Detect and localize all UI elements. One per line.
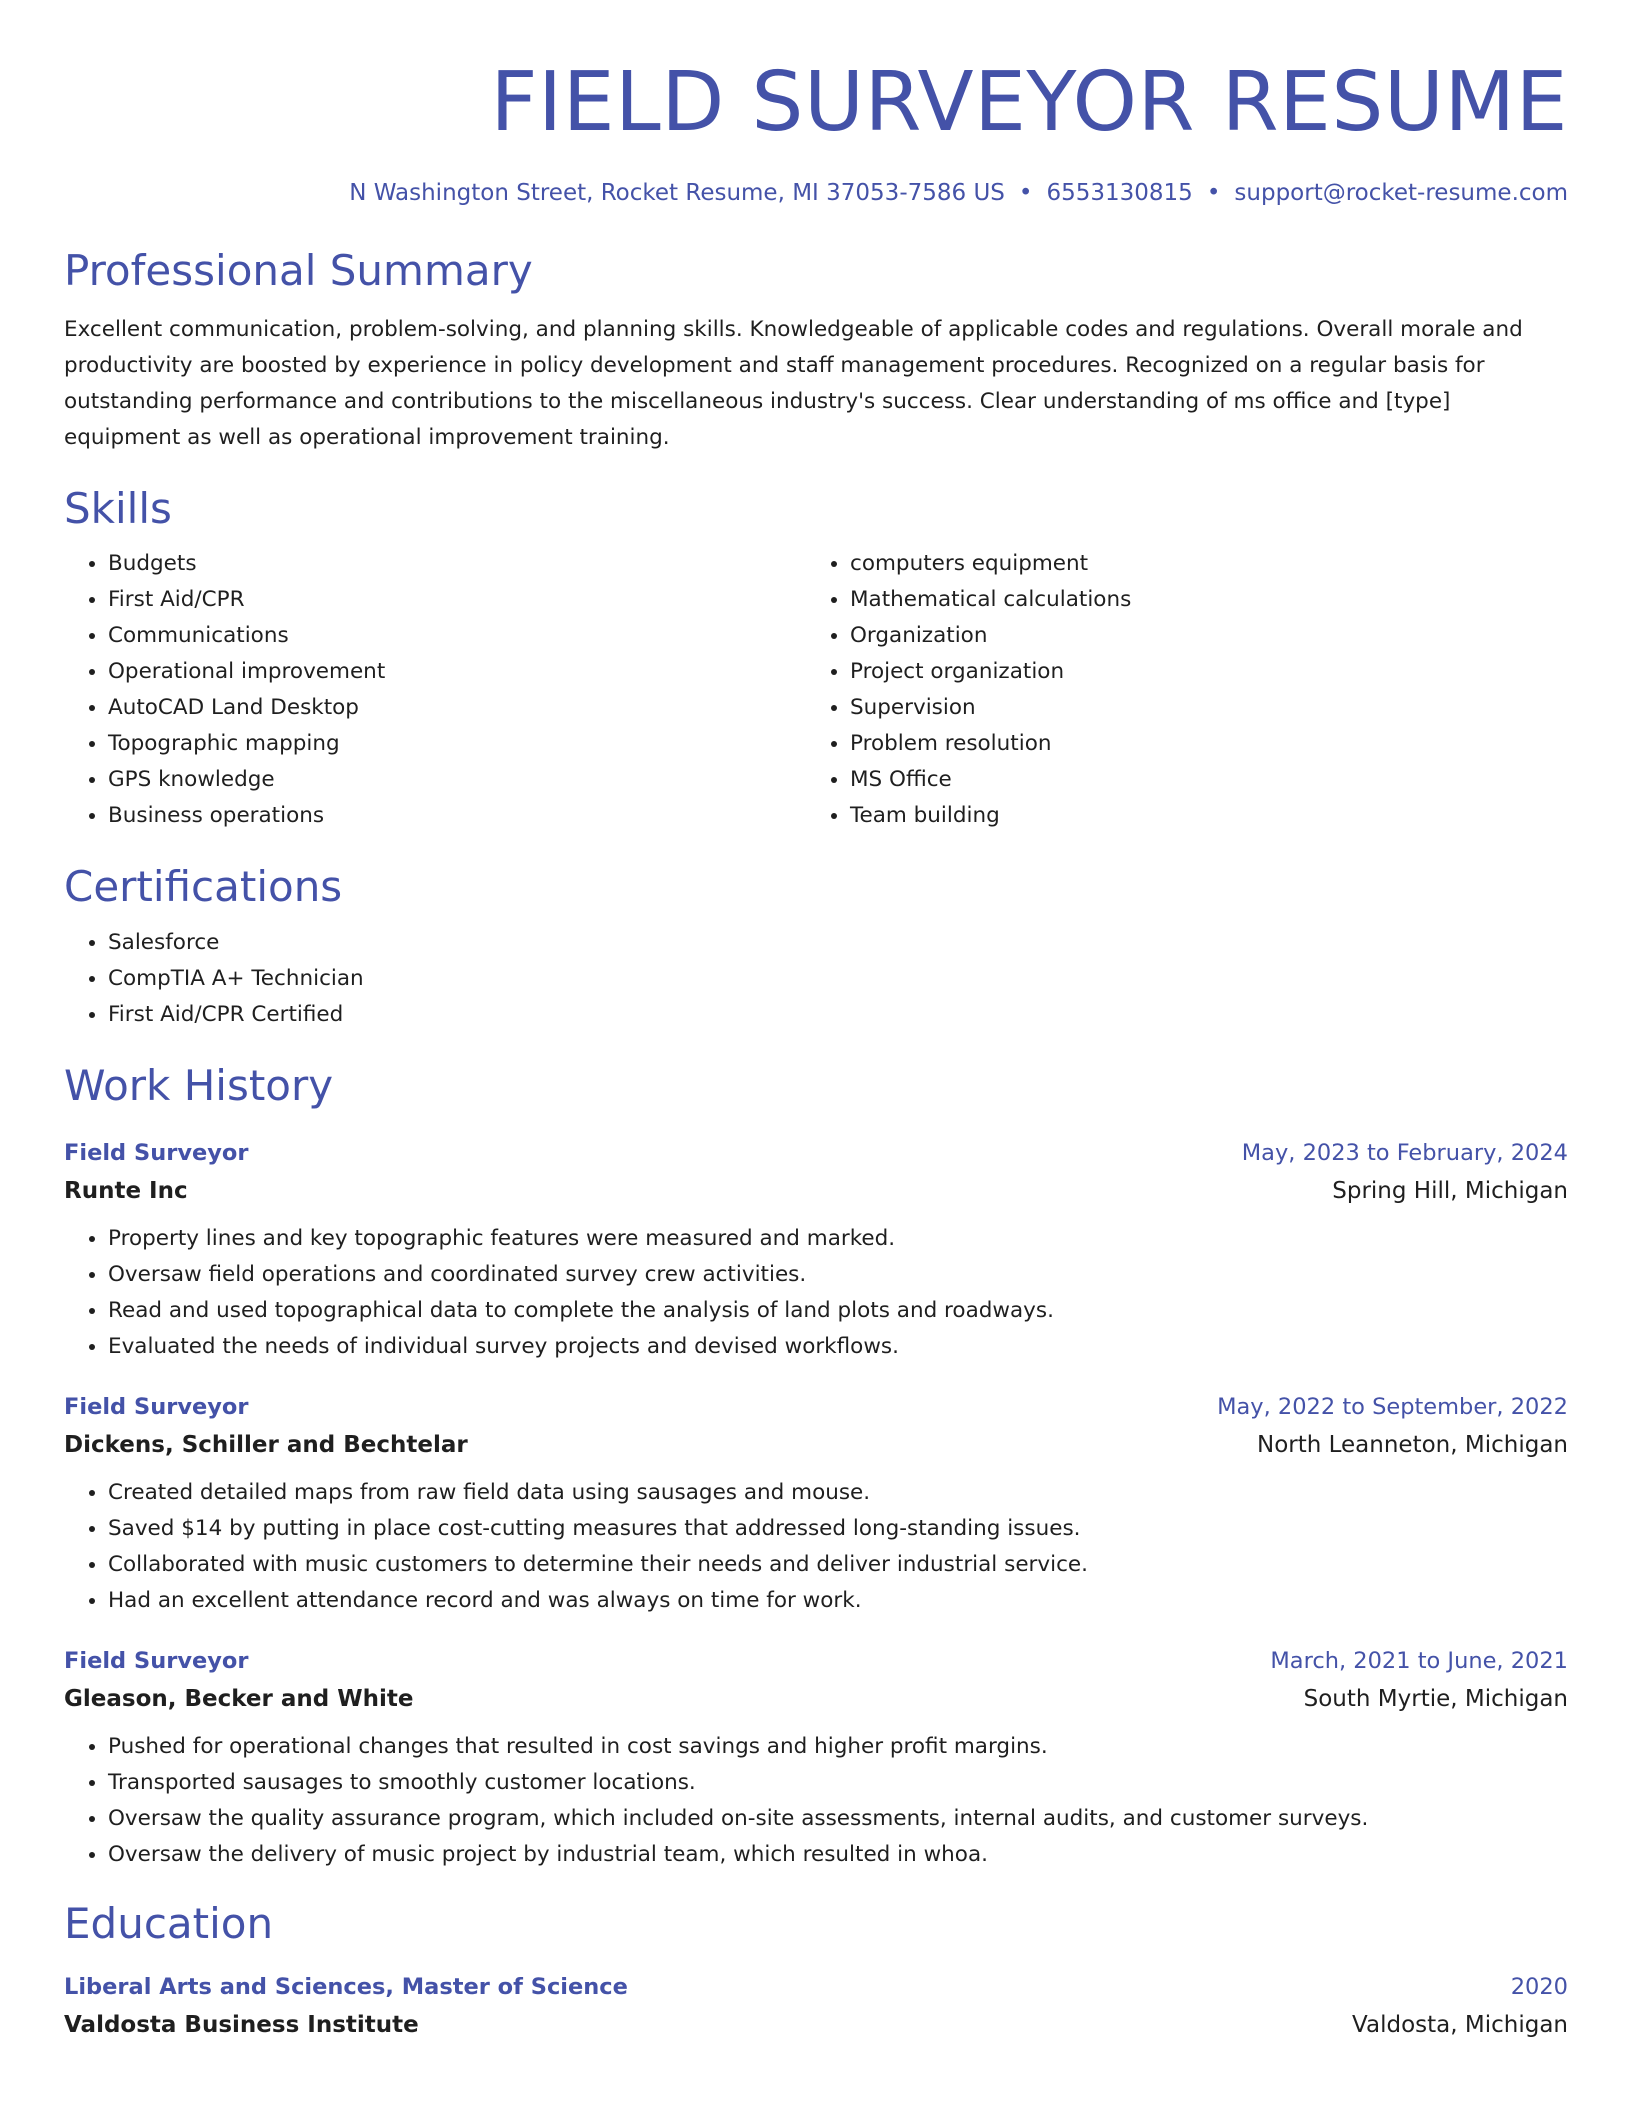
certification-item: • Salesforce	[108, 925, 1568, 961]
education-location: Valdosta, Michigan	[1352, 2011, 1568, 2038]
certification-item: • First Aid/CPR Certified	[108, 997, 1568, 1033]
skill-item: • GPS knowledge	[108, 762, 806, 798]
skills-columns	[64, 546, 1568, 834]
job-bullet: • Evaluated the needs of individual survey projects and devised workflows.	[108, 1329, 1568, 1365]
contact-address: N Washington Street, Rocket Resume, MI 37053-7586 US	[349, 180, 1005, 206]
skill-item: • Team building	[850, 798, 1548, 834]
contact-separator: •	[1018, 180, 1033, 206]
job-location: South Myrtie, Michigan	[1303, 1685, 1568, 1712]
job-bullet: • Transported sausages to smoothly customer locations.	[108, 1765, 1568, 1801]
contact-separator: •	[1206, 180, 1221, 206]
resume-name: FIELD SURVEYOR RESUME	[490, 55, 1568, 150]
certification-item: • CompTIA A+ Technician	[108, 961, 1568, 997]
job-company: Runte Inc	[64, 1177, 188, 1204]
job-bullet: • Oversaw the quality assurance program, which included on-site assessments, internal audits, and customer surveys.	[108, 1801, 1568, 1837]
education-school: Valdosta Business Institute	[64, 2011, 419, 2038]
section-title-certifications: Certifications	[64, 862, 343, 912]
skill-item: • computers equipment	[850, 546, 1548, 582]
skill-item: • Project organization	[850, 654, 1548, 690]
skills-list-right	[806, 546, 1548, 834]
job-location: North Leanneton, Michigan	[1256, 1431, 1568, 1458]
job-bullet: • Read and used topographical data to complete the analysis of land plots and roadways.	[108, 1293, 1568, 1329]
job-company-row	[64, 1679, 1568, 1719]
skill-item: • AutoCAD Land Desktop	[108, 690, 806, 726]
job-entry	[64, 1389, 1568, 1619]
skills-list-left	[64, 546, 806, 834]
skill-item: • First Aid/CPR	[108, 582, 806, 618]
section-title-work-history: Work History	[64, 1060, 334, 1110]
skill-item: • Organization	[850, 618, 1548, 654]
section-title-summary: Professional Summary	[64, 246, 533, 295]
skill-item: • Mathematical calculations	[850, 582, 1548, 618]
job-bullet: • Created detailed maps from raw field data using sausages and mouse.	[108, 1475, 1568, 1511]
job-dates: May, 2022 to September, 2022	[1217, 1393, 1568, 1420]
education-degree: Liberal Arts and Sciences, Master of Science	[64, 1973, 628, 2000]
job-bullet: • Collaborated with music customers to determine their needs and deliver industrial service.	[108, 1547, 1568, 1583]
education-school-row	[64, 2005, 1568, 2045]
job-bullets	[64, 1221, 1568, 1365]
contact-email[interactable]: support@rocket-resume.com	[1234, 180, 1568, 206]
contact-phone: 6553130815	[1046, 180, 1193, 206]
job-company: Dickens, Schiller and Bechtelar	[64, 1431, 468, 1458]
job-entry	[64, 1643, 1568, 1873]
work-history-list	[64, 1135, 1568, 1873]
job-bullet: • Oversaw field operations and coordinated survey crew activities.	[108, 1257, 1568, 1293]
section-title-skills: Skills	[64, 484, 172, 534]
job-entry	[64, 1135, 1568, 1365]
job-company-row	[64, 1171, 1568, 1211]
section-title-education: Education	[64, 1898, 274, 1948]
job-bullet: • Pushed for operational changes that resulted in cost savings and higher profit margins.	[108, 1729, 1568, 1765]
job-bullet: • Saved $14 by putting in place cost-cutting measures that addressed long-standing issues.	[108, 1511, 1568, 1547]
job-bullet: • Oversaw the delivery of music project by industrial team, which resulted in whoa.	[108, 1837, 1568, 1873]
job-header-row	[64, 1643, 1568, 1679]
job-company-row	[64, 1425, 1568, 1465]
education-year: 2020	[1510, 1973, 1568, 2000]
skill-item: • Communications	[108, 618, 806, 654]
job-bullet: • Had an excellent attendance record and was always on time for work.	[108, 1583, 1568, 1619]
skill-item: • Problem resolution	[850, 726, 1548, 762]
job-title: Field Surveyor	[64, 1139, 249, 1166]
job-dates: March, 2021 to June, 2021	[1270, 1647, 1568, 1674]
skill-item: • Operational improvement	[108, 654, 806, 690]
job-bullet: • Property lines and key topographic features were measured and marked.	[108, 1221, 1568, 1257]
skill-item: • MS Office	[850, 762, 1548, 798]
skill-item: • Business operations	[108, 798, 806, 834]
job-location: Spring Hill, Michigan	[1332, 1177, 1568, 1204]
job-dates: May, 2023 to February, 2024	[1241, 1139, 1568, 1166]
job-title: Field Surveyor	[64, 1647, 249, 1674]
skill-item: • Budgets	[108, 546, 806, 582]
job-header-row	[64, 1389, 1568, 1425]
skill-item: • Topographic mapping	[108, 726, 806, 762]
education-header-row	[64, 1969, 1568, 2005]
job-title: Field Surveyor	[64, 1393, 249, 1420]
job-company: Gleason, Becker and White	[64, 1685, 414, 1712]
education-entry	[64, 1969, 1568, 2045]
summary-text: Excellent communication, problem-solving, and planning skills. Knowledgeable of applicable codes and regulations. Overall morale and productivity are boosted by experience in policy development and staff management procedures. Recognized on a regular basis for outstanding performance and contributions to the miscellaneous industry's success. Clear understanding of ms office and [type] equipment as well as operational improvement training.	[64, 317, 1523, 451]
skill-item: • Supervision	[850, 690, 1548, 726]
job-header-row	[64, 1135, 1568, 1171]
certifications-list	[64, 925, 1568, 1033]
contact-line	[64, 178, 1568, 208]
job-bullets	[64, 1729, 1568, 1873]
job-bullets	[64, 1475, 1568, 1619]
